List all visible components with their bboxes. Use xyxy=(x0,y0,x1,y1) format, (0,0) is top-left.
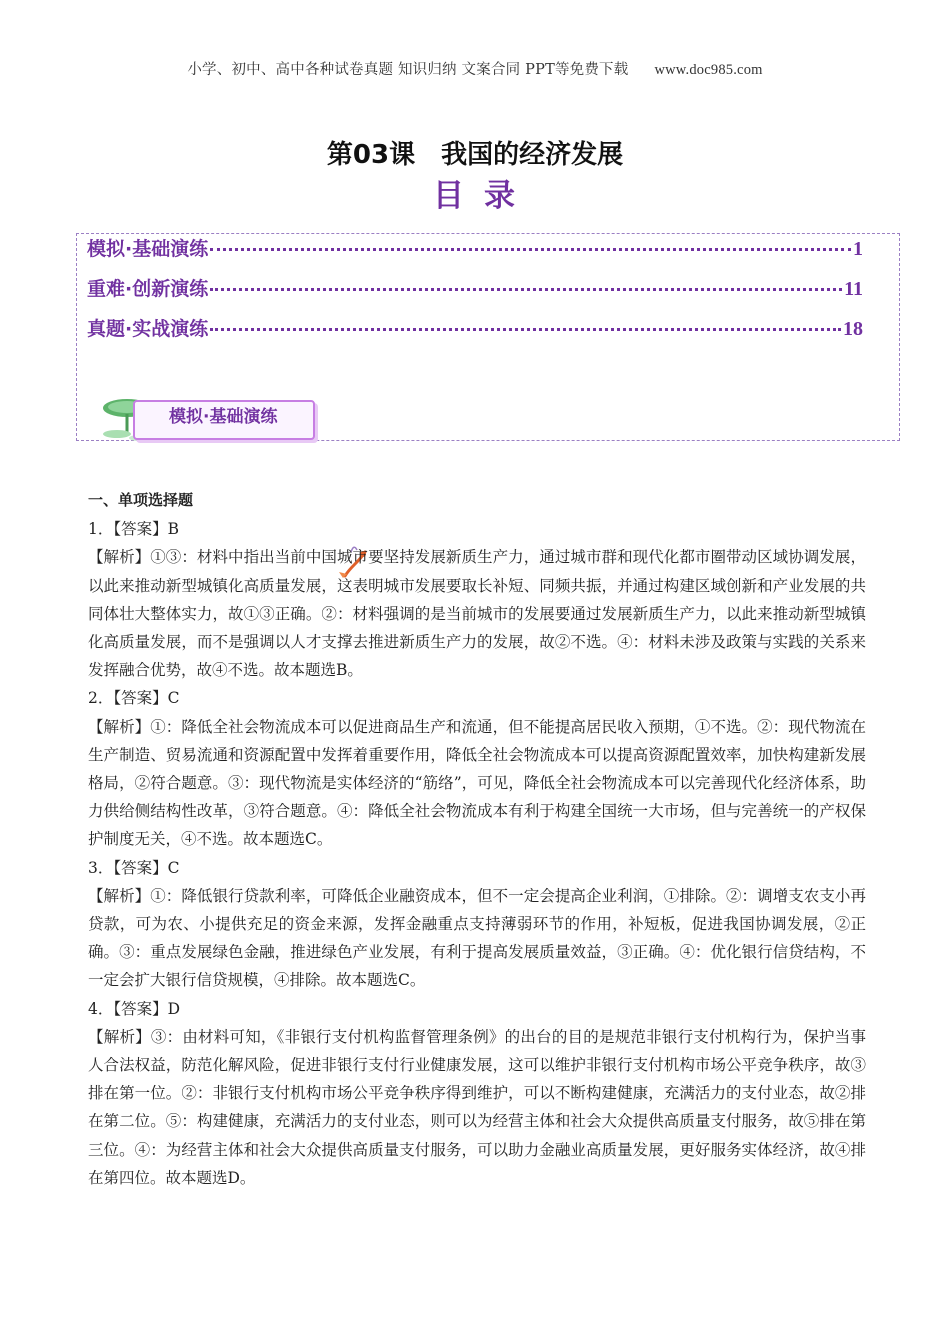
explanation-paragraph: 【解析】③：由材料可知，《非银行支付机构监督管理条例》的出台的目的是规范非银行支付机构行为，保护当事人合法权益，防范化解风险，促进非银行支付行业健康发展，这可以维护非银行支付机构市场公平竞争秩序，故③排在第一位。②：非银行支付机构市场公平竞争秩序得到维护，可以不断构建健康，充满活力的支付业态，故②排在第二位。⑤：构建健康，充满活力的支付业态，则可以为经营主体和社会大众提供高质量支付服务，故⑤排在第三位。④：为经营主体和社会大众提供高质量支付服务，可以助力金融业高质量发展，更好服务实体经济，故④排在第四位。故本题选D。 xyxy=(88,1027,866,1187)
toc-item-label: 真题·实战演练 xyxy=(87,318,209,340)
section-badge xyxy=(99,394,313,442)
lesson-number: 第03课 xyxy=(326,140,416,170)
explanation-paragraph: 【解析】①：降低银行贷款利率，可降低企业融资成本，但不一定会提高企业利润，①排除。②：调增支农支小再贷款，可为农、小提供充足的资金来源，发挥金融重点支持薄弱环节的作用，补短板，促进我国协调发展，②正确。③：重点发展绿色金融，推进绿色产业发展，有利于提高发展质量效益，③正确。④：优化银行信贷结构，不一定会扩大银行信贷规模，④排除。故本题选C。 xyxy=(88,886,866,990)
toc-item[interactable] xyxy=(87,314,863,342)
toc-item-label: 重难·创新演练 xyxy=(87,278,209,300)
toc-item[interactable] xyxy=(87,274,863,302)
page-header xyxy=(0,58,950,79)
answer-section xyxy=(88,486,866,1192)
explanation-paragraph: 【解析】①：降低全社会物流成本可以促进商品生产和流通，但不能提高居民收入预期，①不选。②：现代物流在生产制造、贸易流通和资源配置中发挥着重要作用，降低全社会物流成本可以提高资源配置效率，加快构建新发展格局，②符合题意。③：现代物流是实体经济的“筋络”，可见，降低全社会物流成本可以完善现代化经济体系，助力供给侧结构性改革，③符合题意。④：降低全社会物流成本有利于构建全国统一大市场，但与完善统一的产权保护制度无关，④不选。故本题选C。 xyxy=(88,717,866,849)
toc-item-page: 18 xyxy=(843,318,863,340)
section-title: 一、单项选择题 xyxy=(88,491,194,509)
toc-leader-dots xyxy=(210,248,851,251)
toc-leader-dots xyxy=(210,328,841,331)
header-text: 小学、初中、高中各种试卷真题 知识归纳 文案合同 PPT等免费下载 xyxy=(187,62,629,78)
answer-line: 3．【答案】C xyxy=(88,858,180,877)
toc-heading: 目录 xyxy=(433,178,535,214)
badge-label: 模拟·基础演练 xyxy=(169,407,278,427)
lesson-name: 我国的经济发展 xyxy=(441,140,624,170)
toc-item-page: 1 xyxy=(853,238,863,260)
table-of-contents xyxy=(76,233,900,441)
toc-item-page: 11 xyxy=(844,278,863,300)
answer-line: 4．【答案】D xyxy=(88,999,181,1018)
toc-item[interactable] xyxy=(87,234,863,262)
answer-line: 2．【答案】C xyxy=(88,689,180,708)
answer-line: 1．【答案】B xyxy=(88,520,180,539)
toc-item-label: 模拟·基础演练 xyxy=(87,238,209,260)
explanation-paragraph: 【解析】①③：材料中指出当前中国城市要坚持发展新质生产力，通过城市群和现代化都市圈带动区域协调发展，以此来推动新型城镇化高质量发展，这表明城市发展要取长补短、同频共振，并通过构建区域创新和产业发展的共同体壮大整体实力，故①③正确。②：材料强调的是当前城市的发展要通过发展新质生产力，以此来推动新型城镇化高质量发展，而不是强调以人才支撑去推进新质生产力的发展，故②不选。④：材料未涉及政策与实践的关系来发挥融合优势，故④不选。故本题选B。 xyxy=(88,548,866,680)
page-title xyxy=(0,134,950,171)
header-site[interactable]: www.doc985.com xyxy=(654,62,763,78)
toc-leader-dots xyxy=(210,288,842,291)
